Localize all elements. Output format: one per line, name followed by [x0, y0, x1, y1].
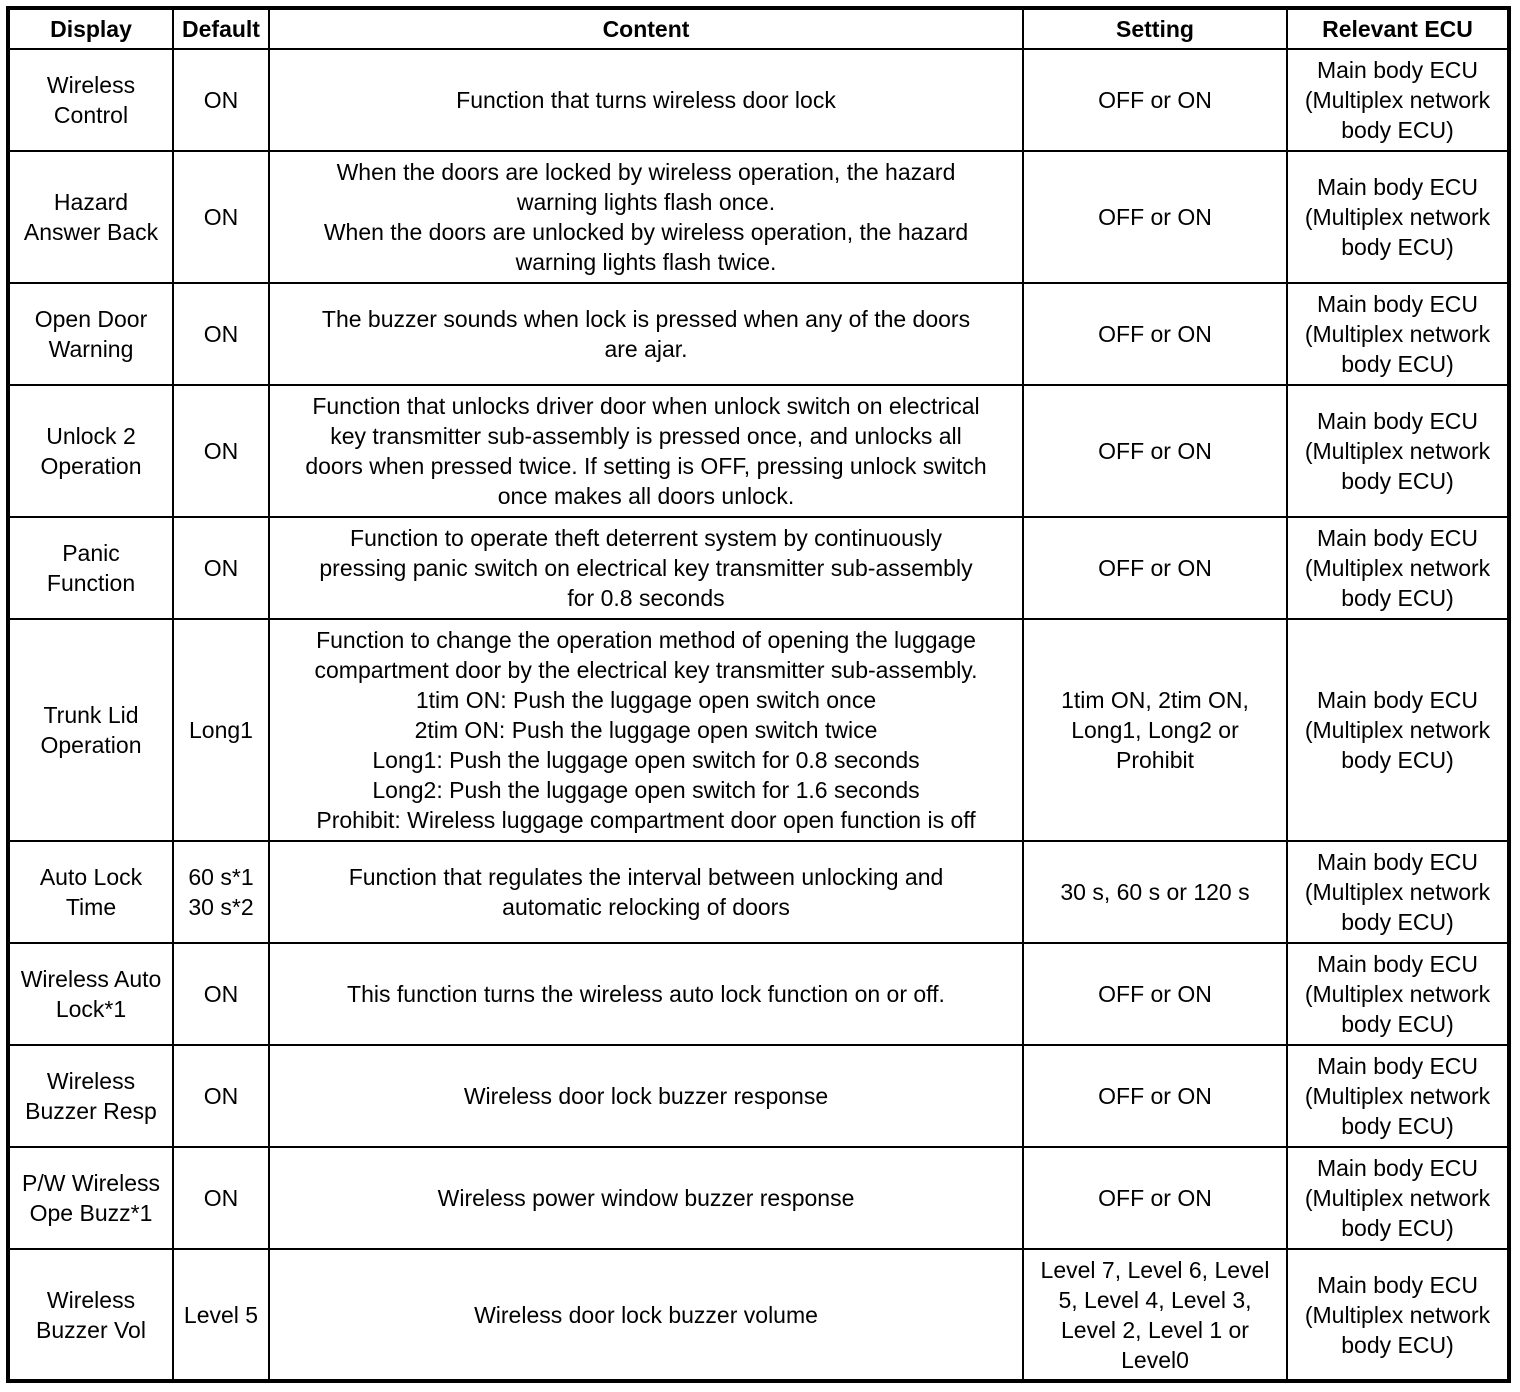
cell-content: Wireless door lock buzzer volume	[269, 1249, 1023, 1381]
cell-content: Function to operate theft deterrent system by continuously pressing panic switch on electrical key transmitter sub-assembly for 0.8 seconds	[269, 517, 1023, 619]
cell-content: The buzzer sounds when lock is pressed when any of the doors are ajar.	[269, 283, 1023, 385]
cell-ecu: Main body ECU (Multiplex network body ECU)	[1287, 619, 1509, 841]
cell-ecu: Main body ECU (Multiplex network body ECU)	[1287, 1045, 1509, 1147]
cell-default: ON	[173, 943, 269, 1045]
cell-setting: 30 s, 60 s or 120 s	[1023, 841, 1287, 943]
cell-content: Function that regulates the interval between unlocking and automatic relocking of doors	[269, 841, 1023, 943]
cell-content: Wireless power window buzzer response	[269, 1147, 1023, 1249]
cell-ecu: Main body ECU (Multiplex network body ECU)	[1287, 283, 1509, 385]
table-row	[8, 619, 1509, 841]
cell-ecu: Main body ECU (Multiplex network body ECU)	[1287, 841, 1509, 943]
cell-ecu: Main body ECU (Multiplex network body ECU)	[1287, 49, 1509, 151]
cell-setting: Level 7, Level 6, Level 5, Level 4, Level 3, Level 2, Level 1 or Level0	[1023, 1249, 1287, 1381]
table-row	[8, 1249, 1509, 1381]
cell-ecu: Main body ECU (Multiplex network body ECU)	[1287, 385, 1509, 517]
cell-setting: OFF or ON	[1023, 943, 1287, 1045]
cell-content: Function that turns wireless door lock	[269, 49, 1023, 151]
cell-content: When the doors are locked by wireless operation, the hazard warning lights flash once. When the doors are unlocked by wireless operation, the hazard warning lights flash twice.	[269, 151, 1023, 283]
table-row	[8, 151, 1509, 283]
table-row	[8, 385, 1509, 517]
table-row	[8, 1147, 1509, 1249]
cell-display: Wireless Control	[8, 49, 173, 151]
cell-content: Function that unlocks driver door when unlock switch on electrical key transmitter sub-assembly is pressed once, and unlocks all doors when pressed twice. If setting is OFF, pressing unlock switch once makes all doors unlock.	[269, 385, 1023, 517]
cell-setting: OFF or ON	[1023, 151, 1287, 283]
cell-display: Trunk Lid Operation	[8, 619, 173, 841]
cell-setting: OFF or ON	[1023, 283, 1287, 385]
cell-setting: OFF or ON	[1023, 517, 1287, 619]
cell-default: ON	[173, 1147, 269, 1249]
cell-default: ON	[173, 1045, 269, 1147]
cell-default: ON	[173, 283, 269, 385]
cell-content: Function to change the operation method of opening the luggage compartment door by the electrical key transmitter sub-assembly. 1tim ON: Push the luggage open switch once 2tim ON: Push the luggage open switch twice Long1: Push the luggage open switch for 0.8 seconds Long2: Push the luggage open switch for 1.6 seconds Prohibit: Wireless luggage compartment door open function is off	[269, 619, 1023, 841]
cell-default: ON	[173, 151, 269, 283]
cell-content: This function turns the wireless auto lock function on or off.	[269, 943, 1023, 1045]
cell-ecu: Main body ECU (Multiplex network body ECU)	[1287, 151, 1509, 283]
header-relevant-ecu: Relevant ECU	[1287, 8, 1509, 49]
cell-default: ON	[173, 517, 269, 619]
header-row	[8, 8, 1509, 49]
cell-default: Level 5	[173, 1249, 269, 1381]
cell-display: Open Door Warning	[8, 283, 173, 385]
cell-ecu: Main body ECU (Multiplex network body ECU)	[1287, 517, 1509, 619]
cell-display: Unlock 2 Operation	[8, 385, 173, 517]
cell-display: Wireless Auto Lock*1	[8, 943, 173, 1045]
header-content: Content	[269, 8, 1023, 49]
cell-display: Wireless Buzzer Vol	[8, 1249, 173, 1381]
table-row	[8, 49, 1509, 151]
header-display: Display	[8, 8, 173, 49]
cell-ecu: Main body ECU (Multiplex network body ECU)	[1287, 1249, 1509, 1381]
cell-setting: OFF or ON	[1023, 1147, 1287, 1249]
cell-ecu: Main body ECU (Multiplex network body ECU)	[1287, 943, 1509, 1045]
cell-default: ON	[173, 385, 269, 517]
cell-display: Wireless Buzzer Resp	[8, 1045, 173, 1147]
cell-content: Wireless door lock buzzer response	[269, 1045, 1023, 1147]
cell-display: Panic Function	[8, 517, 173, 619]
table-row	[8, 943, 1509, 1045]
cell-setting: OFF or ON	[1023, 49, 1287, 151]
customize-settings-table	[6, 6, 1511, 1383]
header-setting: Setting	[1023, 8, 1287, 49]
cell-setting: 1tim ON, 2tim ON, Long1, Long2 or Prohibit	[1023, 619, 1287, 841]
table-row	[8, 517, 1509, 619]
table-row	[8, 283, 1509, 385]
cell-display: Hazard Answer Back	[8, 151, 173, 283]
table-row	[8, 841, 1509, 943]
cell-setting: OFF or ON	[1023, 1045, 1287, 1147]
cell-default: Long1	[173, 619, 269, 841]
cell-display: P/W Wireless Ope Buzz*1	[8, 1147, 173, 1249]
cell-setting: OFF or ON	[1023, 385, 1287, 517]
header-default: Default	[173, 8, 269, 49]
cell-default: ON	[173, 49, 269, 151]
table-row	[8, 1045, 1509, 1147]
cell-ecu: Main body ECU (Multiplex network body ECU)	[1287, 1147, 1509, 1249]
cell-display: Auto Lock Time	[8, 841, 173, 943]
cell-default: 60 s*1 30 s*2	[173, 841, 269, 943]
